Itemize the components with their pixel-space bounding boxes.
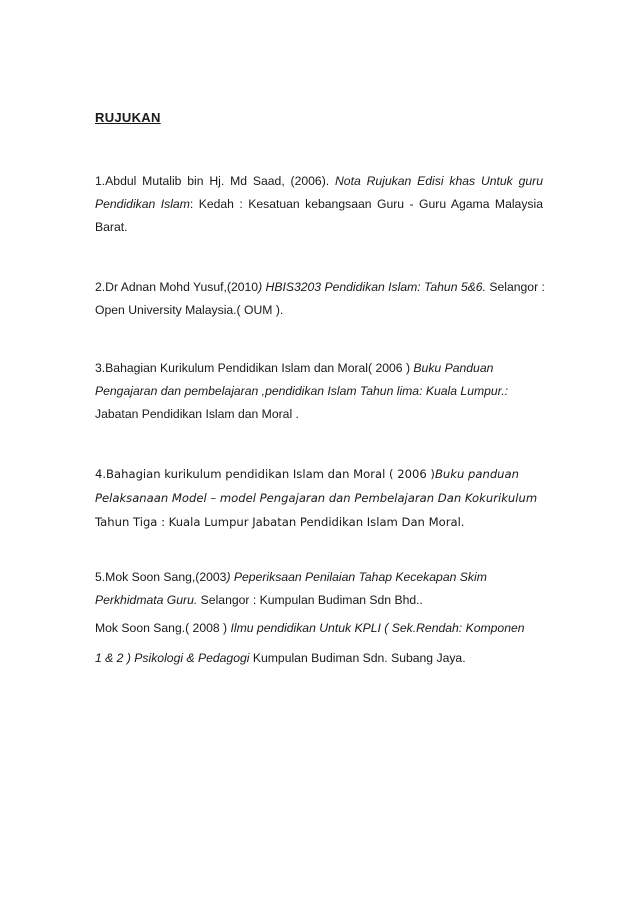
ref-title: Pelaksanaan Model – model Pengajaran dan Pembelajaran Dan Kokurikulum: [95, 491, 538, 505]
ref-title: ) Peperiksaan Penilaian Tahap Kecekapan Skim: [226, 570, 487, 584]
ref-text: 2.Dr Adnan Mohd Yusuf,(2010: [95, 280, 259, 294]
reference-2: [95, 276, 543, 322]
reference-6: [95, 617, 543, 640]
ref-text: : Kedah : Kesatuan kebangsaan Guru - Guru Agama Malaysia: [189, 197, 544, 211]
reference-line: [95, 216, 543, 239]
reference-1: [95, 170, 543, 239]
ref-title: ) HBIS3203 Pendidikan Islam: Tahun 5&6.: [258, 280, 486, 294]
reference-line: [95, 299, 543, 322]
ref-text: 5.Mok Soon Sang,(2003: [95, 570, 227, 584]
reference-line: [95, 193, 543, 216]
ref-title: Buku panduan: [434, 467, 519, 481]
ref-title: Pengajaran dan pembelajaran ,pendidikan Islam Tahun lima: Kuala Lumpur.:: [95, 384, 509, 398]
ref-text: Tahun Tiga : Kuala Lumpur Jabatan Pendidikan Islam Dan Moral.: [95, 515, 465, 529]
reference-line: [95, 170, 543, 193]
ref-title: Perkhidmata Guru.: [95, 593, 198, 607]
reference-line: [95, 510, 555, 534]
page-heading: RUJUKAN: [95, 110, 161, 125]
reference-line: [95, 617, 543, 640]
ref-text: Open University Malaysia.( OUM ).: [95, 303, 284, 317]
ref-title: Buku Panduan: [413, 361, 494, 375]
reference-line: [95, 403, 543, 426]
reference-4: [95, 462, 555, 534]
reference-line: [95, 589, 543, 612]
reference-line: [95, 380, 543, 403]
ref-text: Selangor :: [485, 280, 545, 294]
reference-line: [95, 486, 555, 510]
ref-text: Jabatan Pendidikan Islam dan Moral .: [95, 407, 299, 421]
ref-title: Nota Rujukan Edisi khas Untuk guru: [335, 174, 543, 188]
ref-title: Pendidikan Islam: [95, 197, 190, 211]
reference-line: [95, 566, 543, 589]
reference-3: [95, 357, 543, 426]
ref-title: Ilmu pendidikan Untuk KPLI ( Sek.Rendah: Komponen: [230, 621, 525, 635]
ref-text: Mok Soon Sang.( 2008 ): [95, 621, 231, 635]
reference-line: [95, 647, 543, 670]
reference-line: [95, 357, 543, 380]
reference-5: [95, 566, 543, 612]
ref-text: Selangor : Kumpulan Budiman Sdn Bhd..: [197, 593, 423, 607]
ref-text: Kumpulan Budiman Sdn. Subang Jaya.: [249, 651, 466, 665]
ref-text: 4.Bahagian kurikulum pendidikan Islam dan Moral ( 2006 ): [95, 467, 435, 481]
ref-text: Barat.: [95, 220, 128, 234]
ref-title: 1 & 2 ) Psikologi & Pedagogi: [95, 651, 250, 665]
reference-line: [95, 276, 543, 299]
ref-text: 1.Abdul Mutalib bin Hj. Md Saad, (2006).: [95, 174, 335, 188]
ref-text: 3.Bahagian Kurikulum Pendidikan Islam dan Moral( 2006 ): [95, 361, 414, 375]
reference-line: [95, 462, 555, 486]
reference-7: [95, 647, 543, 670]
